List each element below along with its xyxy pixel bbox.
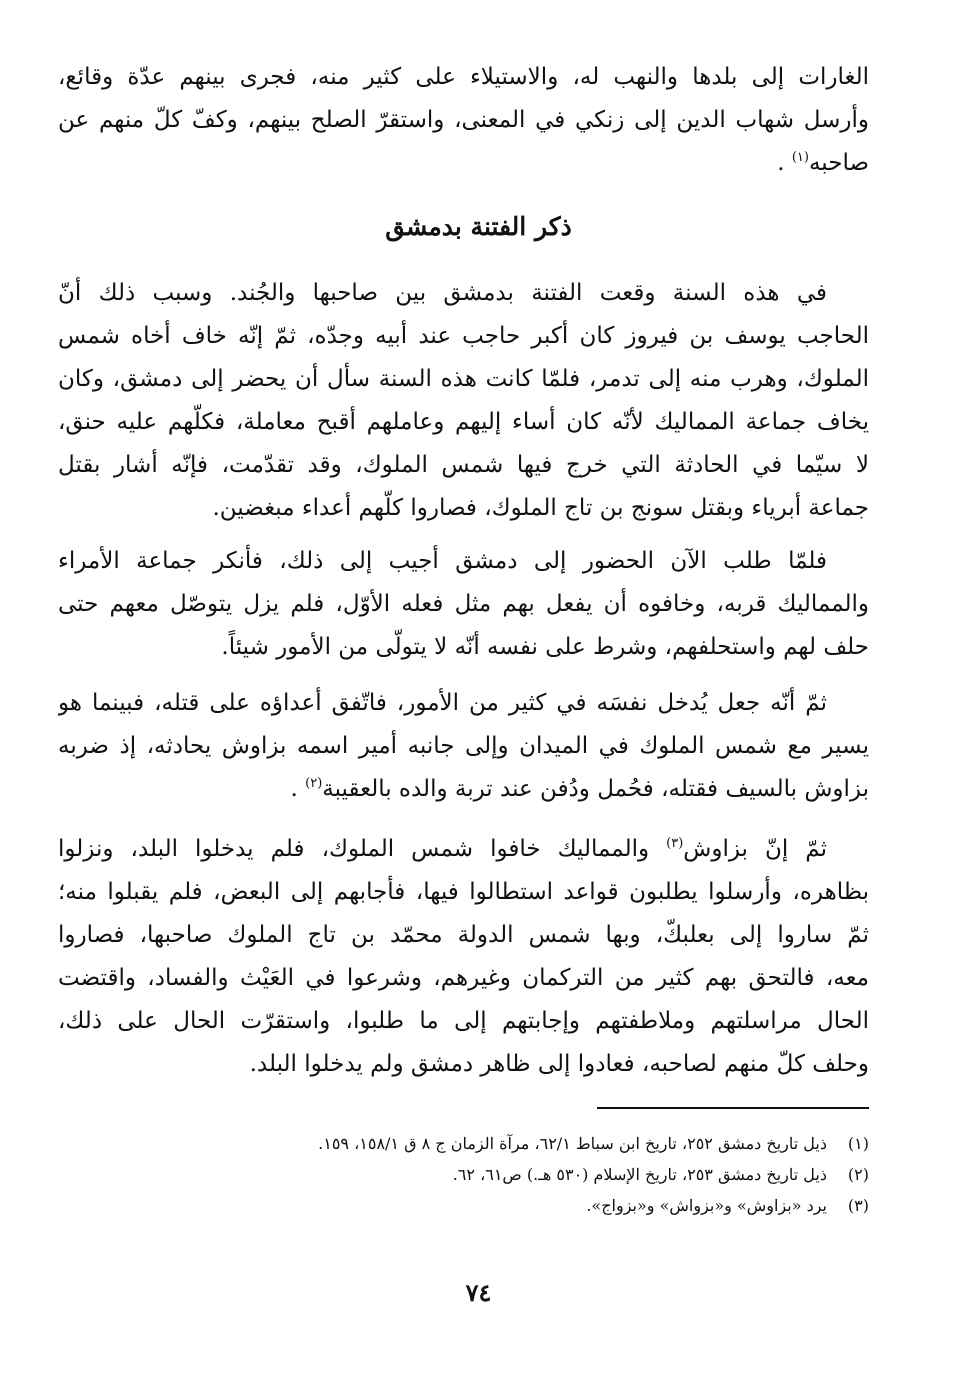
text-segment: ثمّ إنّ بزاوش	[683, 836, 827, 862]
text-segment: والمماليك خافوا شمس الملوك، فلم يدخلوا البلد، ونزلوا	[58, 836, 667, 862]
footnote	[120, 1159, 869, 1190]
footnote-ref-3[interactable]: (٣)	[666, 836, 684, 851]
text-line: والمماليك قربه، وخافوه أن يفعل بهم مثل فعله الأوّل، فلم يزل يتوصّل معهم حتى	[58, 591, 869, 617]
text-line: وحلف كلّ منهم لصاحبه، فعادوا إلى ظاهر دمشق ولم يدخلوا البلد.	[249, 1051, 869, 1077]
footnote-text: ذيل تاريخ دمشق ٢٥٢، تاريخ ابن سباط ٦٢/١، مرآة الزمان ج ٨ ق ١٥٨/١، ١٥٩.	[318, 1134, 827, 1153]
footnote	[120, 1190, 869, 1221]
footnote-number: (٢)	[847, 1165, 869, 1184]
paragraph-4	[58, 682, 869, 811]
page-number: ٧٤	[465, 1278, 492, 1307]
text-line: وأرسل شهاب الدين إلى زنكي في المعنى، واستقرّ الصلح بينهم، وكفّ كلّ منهم عن	[58, 107, 869, 133]
text-line: الملوك، وهرب منه إلى تدمر، فلمّا كانت هذه السنة سأل أن يحضر إلى دمشق، وكان	[58, 366, 869, 392]
text-line: الحال مراسلتهم وملاطفتهم وإجابتهم إلى ما طلبوا، واستقرّت الحال على ذلك،	[58, 1008, 869, 1034]
footnote-ref-2[interactable]: (٢)	[305, 776, 323, 791]
text-line: فلمّا طلب الآن الحضور إلى دمشق أجيب إلى ذلك، فأنكر جماعة الأمراء	[58, 548, 827, 574]
text-line: بظاهره، وأرسلوا يطلبون قواعد استطالوا فيها، فأجابهم إلى البعض، فلم يقبلوا منه؛	[58, 879, 869, 905]
footnote	[120, 1128, 869, 1159]
text-line: يسير مع شمس الملوك في الميدان وإلى جانبه أمير اسمه بزاوش يحادثه، إذ ضربه	[58, 733, 869, 759]
footnote-text: يرد «بزاوش» و«بزواش» و«بزواج».	[586, 1196, 827, 1215]
section-title: ذكر الفتنة بدمشق	[385, 212, 572, 241]
text-line	[58, 828, 869, 871]
text-line	[58, 142, 869, 185]
paragraph-1	[58, 56, 869, 185]
text-line: الغارات إلى بلدها والنهب له، والاستيلاء على كثير منه، فجرى بينهم عدّة وقائع،	[58, 64, 869, 90]
footnote-text: ذيل تاريخ دمشق ٢٥٣، تاريخ الإسلام (٥٣٠ هـ.) ص٦١، ٦٢.	[452, 1165, 827, 1184]
paragraph-5	[58, 828, 869, 1086]
text-line: لا سيّما في الحادثة التي خرج فيها شمس الملوك، وقد تقدّمت، فإنّه أشار بقتل	[58, 452, 869, 478]
text-line: ثمّ أنّه جعل يُدخل نفسَه في كثير من الأمور، فاتّفق أعداؤه على قتله، فبينما هو	[58, 690, 827, 716]
footnote-number: (١)	[847, 1134, 869, 1153]
text-line: الحاجب يوسف بن فيروز كان أكبر حاجب عند أبيه وجدّه، ثمّ إنّه خاف أخاه شمس	[58, 323, 869, 349]
text-line: معه، فالتحق بهم كثير من التركمان وغيرهم، وشرعوا في العَيْث والفساد، واقتضت	[58, 965, 869, 991]
footnote-separator	[597, 1107, 869, 1109]
text-segment: .	[777, 150, 785, 176]
text-line: حلف لهم واستحلفهم، وشرط على نفسه أنّه لا يتولّى من الأمور شيئاً.	[221, 634, 869, 660]
paragraph-2	[58, 272, 869, 530]
text-line: جماعة أبرياء وبقتل سونج بن تاج الملوك، فصاروا كلّهم أعداء مبغضين.	[212, 495, 869, 521]
footnote-ref-1[interactable]: (١)	[791, 150, 809, 165]
text-segment: صاحبه	[808, 150, 869, 176]
paragraph-3	[58, 540, 869, 669]
text-line: يخاف جماعة المماليك لأنّه كان أساء إليهم وعاملهم أقبح معاملة، فكلّهم عليه حنق،	[58, 409, 869, 435]
footnotes	[120, 1128, 869, 1221]
text-line: ثمّ ساروا إلى بعلبكّ، وبها شمس الدولة محمّد بن تاج الملوك صاحبها، فصاروا	[58, 922, 869, 948]
text-line	[58, 768, 869, 811]
text-segment: بزاوش بالسيف فقتله، فحُمل ودُفن عند تربة والده بالعقيبة	[322, 776, 869, 802]
text-segment: .	[290, 776, 298, 802]
text-line: في هذه السنة وقعت الفتنة بدمشق بين صاحبها والجُند. وسبب ذلك أنّ	[58, 280, 827, 306]
footnote-number: (٣)	[847, 1196, 869, 1215]
